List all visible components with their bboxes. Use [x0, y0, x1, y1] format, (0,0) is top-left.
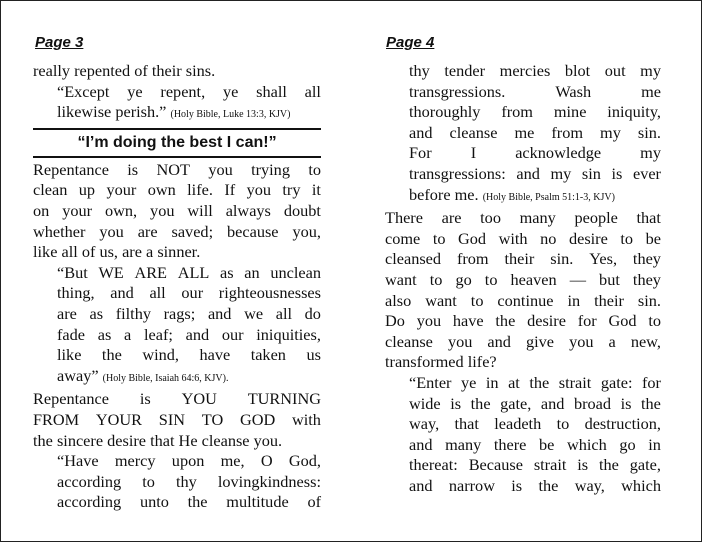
word: fade — [57, 324, 86, 344]
word: our — [221, 324, 244, 344]
word: Because — [468, 455, 523, 475]
word: which — [566, 434, 607, 454]
word: the — [599, 455, 619, 475]
word: have — [452, 311, 484, 331]
word: to — [470, 290, 484, 310]
scripture-reference: (Holy Bible, Isaiah 64:6, KJV). — [102, 372, 229, 384]
word: in — [567, 290, 581, 310]
word: try — [282, 180, 301, 200]
text-line — [409, 394, 661, 415]
word: my — [550, 163, 572, 183]
word: Yes, — [589, 249, 618, 269]
word: your — [62, 200, 93, 220]
text-line: before me. (Holy Bible, Psalm 51:1-3, KJV) — [409, 184, 615, 204]
word: the — [641, 393, 661, 413]
word: and — [540, 393, 565, 413]
word: too — [480, 208, 501, 228]
word: Do — [385, 311, 405, 331]
word: many — [519, 208, 556, 228]
word: “Enter — [409, 372, 452, 392]
word: you — [246, 180, 271, 200]
word: way, — [409, 414, 440, 434]
word: want — [385, 269, 417, 289]
text-line — [33, 180, 321, 201]
word: are — [441, 208, 462, 228]
word: the — [187, 492, 208, 512]
word: to — [432, 228, 446, 248]
text-line — [409, 476, 661, 497]
text-line — [409, 143, 661, 164]
text-line — [409, 414, 661, 435]
word: is — [139, 389, 151, 409]
word: narrow — [448, 475, 495, 495]
word: as — [220, 262, 234, 282]
word: thereat: — [409, 455, 458, 475]
word: ALL — [177, 262, 210, 282]
word: strait — [533, 455, 567, 475]
text-line — [57, 325, 321, 346]
word: to — [620, 228, 634, 248]
word: and — [110, 283, 134, 303]
text-line — [385, 291, 661, 312]
word: FROM — [33, 409, 80, 429]
word: new, — [630, 331, 661, 351]
text-line — [57, 345, 321, 366]
word: lovingkindness: — [217, 471, 321, 491]
word: thy — [409, 61, 430, 80]
word: a — [608, 331, 616, 351]
word: you — [208, 159, 233, 179]
word: mine — [553, 102, 587, 122]
text-line: transformed life? — [385, 352, 497, 372]
word: always — [225, 200, 271, 220]
word: sin — [581, 163, 601, 183]
word: our — [181, 283, 204, 303]
word: repent, — [160, 81, 206, 101]
word: from — [551, 122, 584, 142]
word: cleansed — [385, 249, 442, 269]
text-line — [385, 332, 661, 353]
text-line: like all of us, are a sinner. — [33, 242, 201, 262]
word: you — [447, 331, 473, 351]
word: according — [57, 492, 122, 512]
word: desire — [527, 311, 566, 331]
word: all — [149, 283, 166, 303]
text-line — [57, 283, 321, 304]
word: and — [516, 163, 540, 183]
word: according — [57, 471, 122, 491]
word: iniquities, — [256, 324, 321, 344]
word: mercies — [499, 61, 551, 80]
word: iniquity, — [607, 102, 661, 122]
word: “Have — [57, 451, 99, 471]
word: the — [101, 345, 122, 365]
word: their — [504, 249, 535, 269]
word: filthy — [115, 303, 151, 323]
word: mercy — [114, 451, 156, 471]
word: have — [199, 345, 231, 365]
page-3-column — [33, 61, 321, 513]
word: own — [147, 180, 176, 200]
word: and — [409, 475, 433, 495]
word: us — [306, 345, 321, 365]
word: cleanse — [449, 122, 498, 142]
text-line — [57, 451, 321, 472]
word: YOUR — [95, 409, 143, 429]
word: to — [648, 311, 661, 331]
scripture-reference: (Holy Bible, Luke 13:3, KJV) — [170, 109, 291, 121]
text-line — [409, 373, 661, 394]
word: for — [641, 372, 661, 392]
word: with — [292, 409, 321, 429]
text-line — [57, 82, 321, 103]
word: my — [600, 122, 621, 142]
text-line — [57, 492, 321, 513]
word: ever — [632, 163, 661, 183]
word: to — [142, 471, 155, 491]
word: and — [185, 324, 210, 344]
word: whether — [33, 221, 86, 241]
word: the — [495, 311, 516, 331]
word: leadeth — [494, 414, 542, 434]
word: is — [620, 393, 632, 413]
word: go — [619, 434, 636, 454]
word: want — [425, 290, 457, 310]
word: give — [525, 331, 555, 351]
word: that — [454, 414, 479, 434]
word: SIN — [158, 409, 186, 429]
word: you — [569, 331, 594, 351]
word: unclean — [270, 262, 321, 282]
word: acknowledge — [515, 143, 602, 163]
word: desire — [568, 228, 608, 248]
word: multitude — [226, 492, 289, 512]
word: God — [458, 228, 487, 248]
matthew-quote — [385, 373, 661, 497]
word: because — [227, 221, 279, 241]
word: saved; — [171, 221, 214, 241]
text-line — [33, 410, 321, 431]
word: TO — [201, 409, 224, 429]
word: ARE — [134, 262, 167, 282]
word: you — [416, 311, 442, 331]
word: “Except — [57, 81, 110, 101]
word: for — [577, 311, 597, 331]
divider-top — [33, 128, 321, 130]
word: taken — [250, 345, 286, 365]
word: all — [304, 81, 321, 101]
word: from — [501, 102, 533, 122]
word: is — [611, 163, 623, 183]
text-line — [33, 201, 321, 222]
word: me, — [220, 451, 245, 471]
text-line: really repented of their sins. — [33, 61, 216, 80]
word: upon — [171, 451, 205, 471]
word: thoroughly — [409, 102, 481, 122]
word: and — [487, 331, 511, 351]
word: and — [409, 122, 433, 142]
psalm-quote-end — [385, 61, 661, 208]
word: many — [445, 434, 482, 454]
word: an — [244, 262, 260, 282]
word: they — [632, 269, 661, 289]
word: wide — [409, 393, 441, 413]
word: come — [385, 228, 421, 248]
word: If — [224, 180, 236, 200]
word: out — [604, 61, 626, 80]
word: people — [574, 208, 618, 228]
text-line — [409, 61, 661, 82]
word: go — [455, 269, 472, 289]
word: of — [307, 492, 321, 512]
paragraph — [385, 208, 661, 373]
word: broad — [573, 393, 612, 413]
word: is — [511, 475, 523, 495]
word: you, — [292, 221, 321, 241]
word: sin. — [637, 290, 661, 310]
word: Wash — [555, 81, 592, 101]
word: also — [385, 290, 412, 310]
text-line — [33, 389, 321, 410]
word: which — [621, 475, 661, 495]
word: in — [648, 434, 661, 454]
word: to — [556, 414, 570, 434]
word: transgressions: — [409, 163, 506, 183]
page-4-label: Page 4 — [386, 34, 435, 51]
paragraph — [33, 389, 321, 451]
word: with — [498, 228, 528, 248]
word: God — [608, 311, 637, 331]
word: righteousnesses — [218, 283, 321, 303]
word: that — [636, 208, 661, 228]
text-line — [385, 270, 661, 291]
word: ye — [127, 81, 143, 101]
word: unto — [139, 492, 169, 512]
text-line — [409, 102, 661, 123]
word: shall — [256, 81, 287, 101]
word: thy — [175, 471, 197, 491]
word: their — [594, 290, 624, 310]
word: are — [57, 303, 77, 323]
text-line: the sincere desire that He cleanse you. — [33, 430, 283, 450]
word: gate: — [600, 372, 633, 392]
word: up — [78, 180, 96, 200]
word: the — [470, 393, 491, 413]
word: WE — [98, 262, 124, 282]
word: wind, — [142, 345, 179, 365]
word: me — [641, 81, 661, 101]
word: will — [187, 200, 213, 220]
word: are — [137, 221, 158, 241]
word: from — [456, 249, 489, 269]
text-line — [385, 249, 661, 270]
word: ye — [461, 372, 477, 392]
word: a — [124, 324, 132, 344]
text-line — [385, 208, 661, 229]
word: to — [484, 269, 498, 289]
paragraph — [33, 160, 321, 263]
word: NOT — [156, 159, 190, 179]
word: is — [127, 159, 139, 179]
word: life. — [187, 180, 213, 200]
word: heaven — [510, 269, 557, 289]
word: we — [244, 303, 264, 323]
word: do — [304, 303, 321, 323]
word: For — [409, 143, 432, 163]
word: sin. — [637, 122, 661, 142]
isaiah-quote — [33, 263, 321, 390]
word: leaf; — [143, 324, 173, 344]
word: tender — [444, 61, 486, 80]
word: and — [409, 434, 433, 454]
text-line — [385, 311, 661, 332]
word: be — [539, 434, 555, 454]
page-4-column — [385, 61, 661, 496]
word: and — [207, 303, 232, 323]
word: YOU — [181, 389, 217, 409]
psalm-quote-start — [33, 451, 321, 513]
word: Repentance — [33, 159, 109, 179]
word: There — [385, 208, 423, 228]
word: clean — [33, 180, 68, 200]
word: as — [97, 324, 112, 344]
word: at — [508, 372, 520, 392]
word: I — [470, 143, 477, 163]
word: there — [493, 434, 527, 454]
text-line — [57, 263, 321, 284]
text-line — [385, 229, 661, 250]
word: strait — [558, 372, 592, 392]
word: continue — [497, 290, 554, 310]
word: no — [540, 228, 557, 248]
word: doubt — [283, 200, 321, 220]
word: own, — [105, 200, 138, 220]
word: on — [33, 200, 50, 220]
word: you — [99, 221, 124, 241]
word: you — [150, 200, 175, 220]
word: God, — [288, 451, 321, 471]
text-line — [33, 160, 321, 181]
scripture-reference: (Holy Bible, Psalm 51:1-3, KJV) — [482, 191, 615, 203]
word: be — [645, 228, 661, 248]
word: transgressions. — [409, 81, 506, 101]
word: the — [538, 475, 559, 495]
word: my — [640, 143, 661, 163]
word: way, — [574, 475, 605, 495]
callout-heading: “I’m doing the best I can!” — [77, 133, 277, 151]
word: blot — [564, 61, 591, 80]
word: to — [429, 269, 443, 289]
text-line — [409, 435, 661, 456]
word: cleanse — [385, 331, 433, 351]
word: to — [308, 159, 321, 179]
text-line — [57, 304, 321, 325]
word: but — [599, 269, 620, 289]
text-line — [57, 472, 321, 493]
word: my — [640, 61, 661, 80]
word: me — [514, 122, 535, 142]
word: O — [260, 451, 273, 471]
word: Repentance — [33, 389, 109, 409]
word: gate, — [500, 393, 532, 413]
word: all — [275, 303, 292, 323]
page-3-label: Page 3 — [35, 34, 84, 51]
word: “But — [57, 262, 88, 282]
word: rags; — [163, 303, 196, 323]
text-line — [33, 222, 321, 243]
word: ye — [222, 81, 239, 101]
word: your — [106, 180, 137, 200]
word: in — [485, 372, 499, 392]
word: trying — [251, 159, 290, 179]
word: destruction, — [584, 414, 661, 434]
word: gate, — [629, 455, 661, 475]
text-line — [409, 164, 661, 185]
word: TURNING — [247, 389, 321, 409]
text-line — [409, 82, 661, 103]
text-line: likewise perish.” (Holy Bible, Luke 13:3, KJV) — [57, 102, 291, 122]
text-line — [409, 455, 661, 476]
word: thing, — [57, 283, 95, 303]
word: it — [311, 180, 321, 200]
word: they — [632, 249, 661, 269]
word: is — [577, 455, 589, 475]
word: sin. — [550, 249, 574, 269]
divider-bottom — [33, 156, 321, 158]
word: as — [89, 303, 104, 323]
luke-quote — [33, 82, 321, 126]
word: like — [57, 345, 82, 365]
word: the — [529, 372, 550, 392]
word: GOD — [239, 409, 276, 429]
word: — — [569, 269, 586, 289]
text-line: away” (Holy Bible, Isaiah 64:6, KJV). — [57, 365, 229, 385]
word: is — [450, 393, 462, 413]
text-line — [409, 123, 661, 144]
